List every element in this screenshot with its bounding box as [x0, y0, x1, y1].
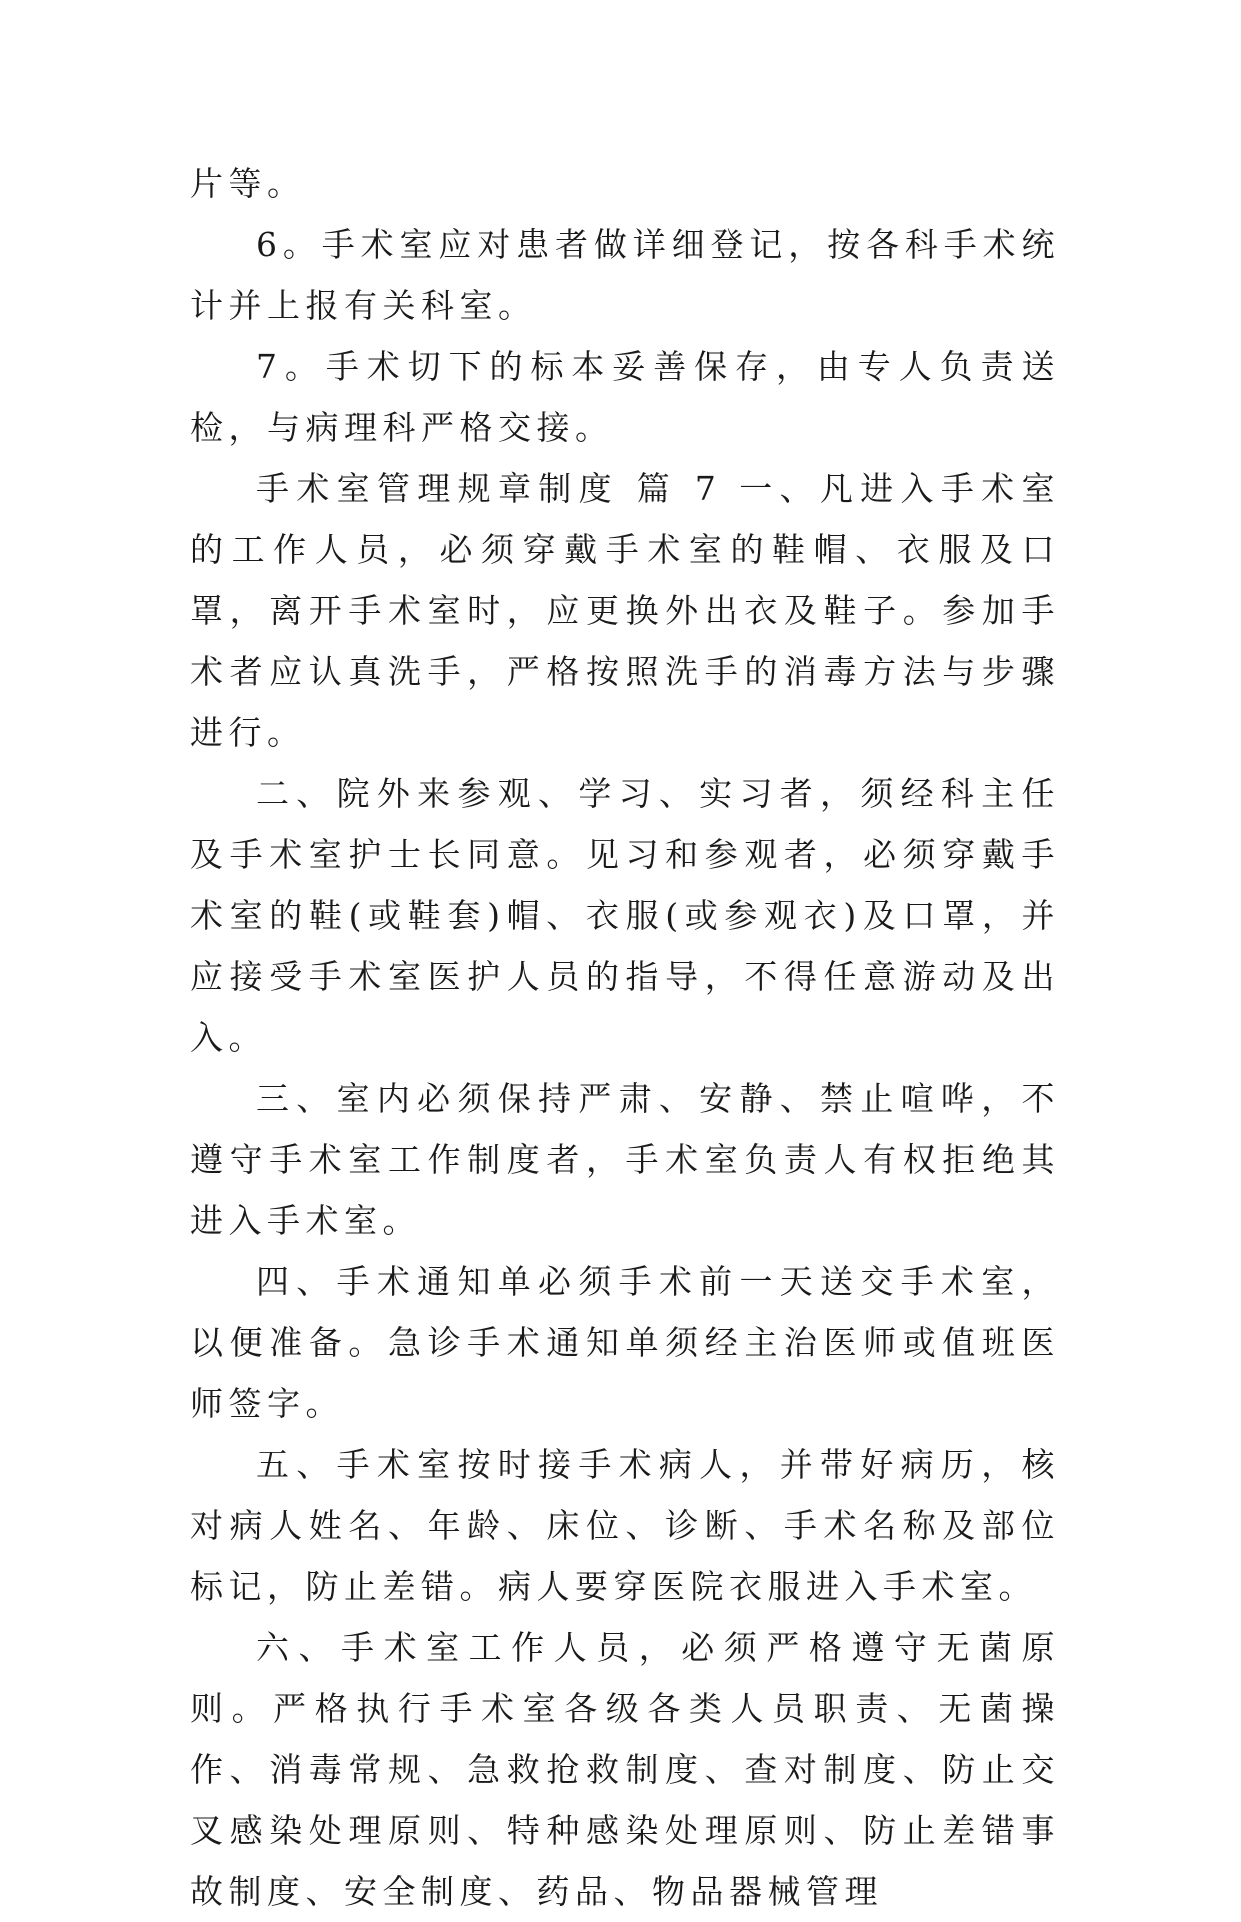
paragraph-section-7-rule-1: 手术室管理规章制度 篇 7 一、凡进入手术室的工作人员，必须穿戴手术室的鞋帽、衣服及口罩，离开手术室时，应更换外出衣及鞋子。参加手术者应认真洗手，严格按照洗手的消毒方法与步骤进行。: [190, 469, 1060, 752]
paragraph-item-7: 7。手术切下的标本妥善保存，由专人负责送检，与病理科严格交接。: [190, 347, 1060, 447]
document-body: [190, 153, 1060, 1922]
paragraph-rule-4: 四、手术通知单必须手术前一天送交手术室，以便准备。急诊手术通知单须经主治医师或值班医师签字。: [190, 1262, 1060, 1423]
paragraph-rule-6: 六、手术室工作人员，必须严格遵守无菌原则。严格执行手术室各级各类人员职责、无菌操作、消毒常规、急救抢救制度、查对制度、防止交叉感染处理原则、特种感染处理原则、防止差错事故制度、安全制度、药品、物品器械管理: [190, 1628, 1060, 1911]
paragraph-item-6: 6。手术室应对患者做详细登记，按各科手术统计并上报有关科室。: [190, 225, 1060, 325]
paragraph-rule-2: 二、院外来参观、学习、实习者，须经科主任及手术室护士长同意。见习和参观者，必须穿戴手术室的鞋(或鞋套)帽、衣服(或参观衣)及口罩，并应接受手术室医护人员的指导，不得任意游动及出入。: [190, 774, 1060, 1057]
paragraph-rule-5: 五、手术室按时接手术病人，并带好病历，核对病人姓名、年龄、床位、诊断、手术名称及部位标记，防止差错。病人要穿医院衣服进入手术室。: [190, 1445, 1060, 1606]
paragraph-rule-3: 三、室内必须保持严肃、安静、禁止喧哗，不遵守手术室工作制度者，手术室负责人有权拒绝其进入手术室。: [190, 1079, 1060, 1240]
paragraph-continuation: 片等。: [190, 164, 306, 203]
